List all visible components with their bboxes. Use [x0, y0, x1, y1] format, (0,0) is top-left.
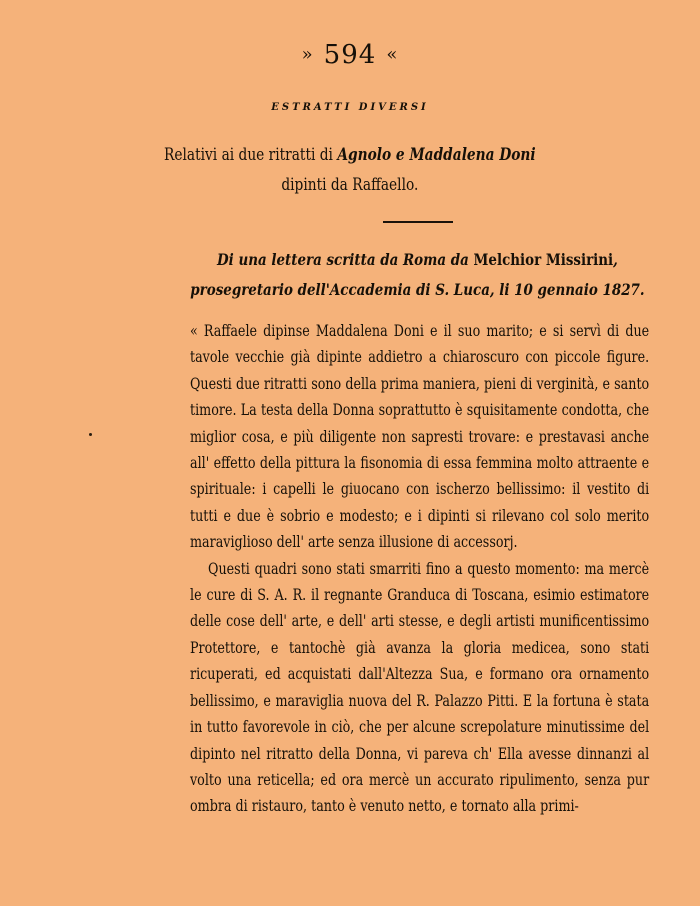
letter-info-part-3: prosegretario dell'Accademia di S. Luca — [190, 280, 490, 299]
letter-info-part-2: , — [613, 250, 618, 269]
heading-line-2: dipinti da Raffaello. — [281, 175, 419, 194]
left-ornament: » — [301, 43, 314, 65]
body-text — [190, 318, 649, 820]
section-title: ESTRATTI DIVERSI — [271, 102, 429, 113]
page-number: 594 — [323, 40, 377, 70]
letter-info-line-2 — [186, 275, 649, 305]
paragraph-2: Questi quadri sono stati smarriti fino a questo momento: ma mercè le cure di S. A. R. il regnante Granduca di Toscana, esimio estimatore delle cose dell' arte, e dell' arti stesse, e degli artisti munificentissimo Protettore, e tantochè già avanza la gloria medicea, sono stati ricuperati, ed acquistati dall'Altezza Sua, e formano ora ornamento bellissimo, e maraviglia nuova del R. Palazzo Pitti. E la fortuna è stata in tutto favorevole in ciò, che per alcune screpolature minutissime del dipinto nel ritratto della Donna, vi pareva ch' Ella avesse dinnanzi al volto una reticella; ed ora mercè un accurato ripulimento, senza pur ombra di ristauro, tanto è venuto netto, e tornato alla primi- — [190, 559, 650, 816]
right-ornament: « — [386, 43, 399, 65]
page-number-line — [0, 40, 700, 70]
letter-author: Melchior Missirini — [473, 250, 614, 269]
paragraph-1: « Raffaele dipinse Maddalena Doni e il suo marito; e si servì di due tavole vecchie già dipinte addietro a chiaroscuro con piccole figure. Questi due ritratti sono della prima maniera, pieni di verginità, e santo timore. La testa della Donna soprattutto è squisitamente condotta, che miglior cosa, e più diligente non sapresti trovare: e prestavasi anche all' effetto della pittura la fisonomia di essa femmina molto attraente e spirituale: i capelli le giuocano con ischerzo bellissimo: il vestito di tutti e due è sobrio e modesto; e i dipinti si rilevano col solo merito maraviglioso dell' arte senza illusione di accessorj. — [190, 322, 650, 552]
heading-line-1-prefix: Relativi ai due ritratti di — [164, 145, 338, 164]
ink-speck — [89, 433, 92, 436]
letter-info — [186, 245, 649, 305]
divider-rule — [383, 221, 453, 223]
heading-line-1-names: Agnolo e Maddalena Doni — [337, 145, 536, 164]
letter-info-line-1 — [186, 245, 649, 275]
letter-info-part-4: , li 10 gennaio 1827. — [489, 280, 645, 299]
heading — [0, 140, 700, 200]
letter-info-part-1: Di una lettera scritta da Roma da — [217, 250, 474, 269]
heading-line-1 — [0, 140, 700, 170]
